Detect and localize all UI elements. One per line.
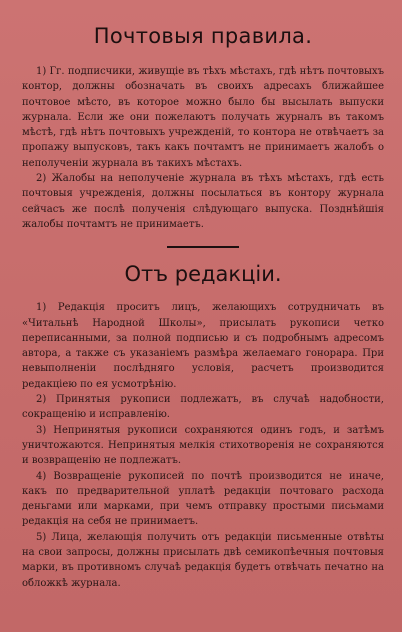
editorial-rule-4: 4) Возвращеніе рукописей по почтѣ производится не иначе, какъ по предварительной уплатѣ редакціи почтоваго расхода деньгами или марками, при чемъ отправку простыми письмами редакція на себя не принимаетъ.: [22, 470, 384, 528]
editorial-rule-2: 2) Принятыя рукописи подлежатъ, въ случаѣ надобности, сокращенію и исправленію.: [22, 394, 384, 421]
postal-rules-title: Почтовыя правила.: [93, 24, 313, 48]
postal-rule-2: 2) Жалобы на неполученіе журнала въ тѣхъ мѣстахъ, гдѣ есть почтовыя учрежденія, должны посылаться въ контору журнала сейчасъ же послѣ полученія слѣдующаго выпуска. Позднѣйшія жалобы почтамтъ не принимаетъ.: [22, 173, 384, 230]
postal-rules-section: [22, 64, 384, 232]
editorial-rule-1: 1) Редакція проситъ лицъ, желающихъ сотрудничать въ «Читальнѣ Народной Школы», присылать рукописи четко переписанными, за полной подписью и съ подробнымъ адресомъ автора, а также съ указаніемъ размѣра желаемаго гонорара. При невыполненіи послѣдняго условія, расчетъ производится редакціею по ея усмотрѣнію.: [22, 302, 384, 390]
postal-rule-1: 1) Гг. подписчики, живущіе въ тѣхъ мѣстахъ, гдѣ нѣтъ почтовыхъ контор, должны обозначать въ своихъ адресахъ ближайшее почтовое мѣсто, въ которое можно было бы высылать выпуски журнала. Если же они пожелаютъ получать журналъ въ такомъ мѣстѣ, гдѣ нѣтъ почтовыхъ учрежденій, то контора не отвѣчаетъ за пропажу выпусковъ, такъ какъ почтамтъ не принимаетъ жалобъ о неполученіи журнала въ такихъ мѣстахъ.: [22, 66, 384, 169]
editorial-section: [22, 300, 384, 591]
section-divider: [167, 246, 239, 248]
editorial-rule-3: 3) Непринятыя рукописи сохраняются одинъ годъ, и затѣмъ уничтожаются. Непринятыя мелкія стихотворенія не сохраняются и возвращенію не подлежатъ.: [22, 424, 384, 467]
editorial-title: Отъ редакціи.: [124, 262, 282, 287]
editorial-rule-5: 5) Лица, желающія получить отъ редакціи письменные отвѣты на свои запросы, должны присылать двѣ семикопѣечныя почтовыя марки, въ противномъ случаѣ редакція будетъ отвѣчать печатно на обложкѣ журнала.: [22, 531, 384, 589]
